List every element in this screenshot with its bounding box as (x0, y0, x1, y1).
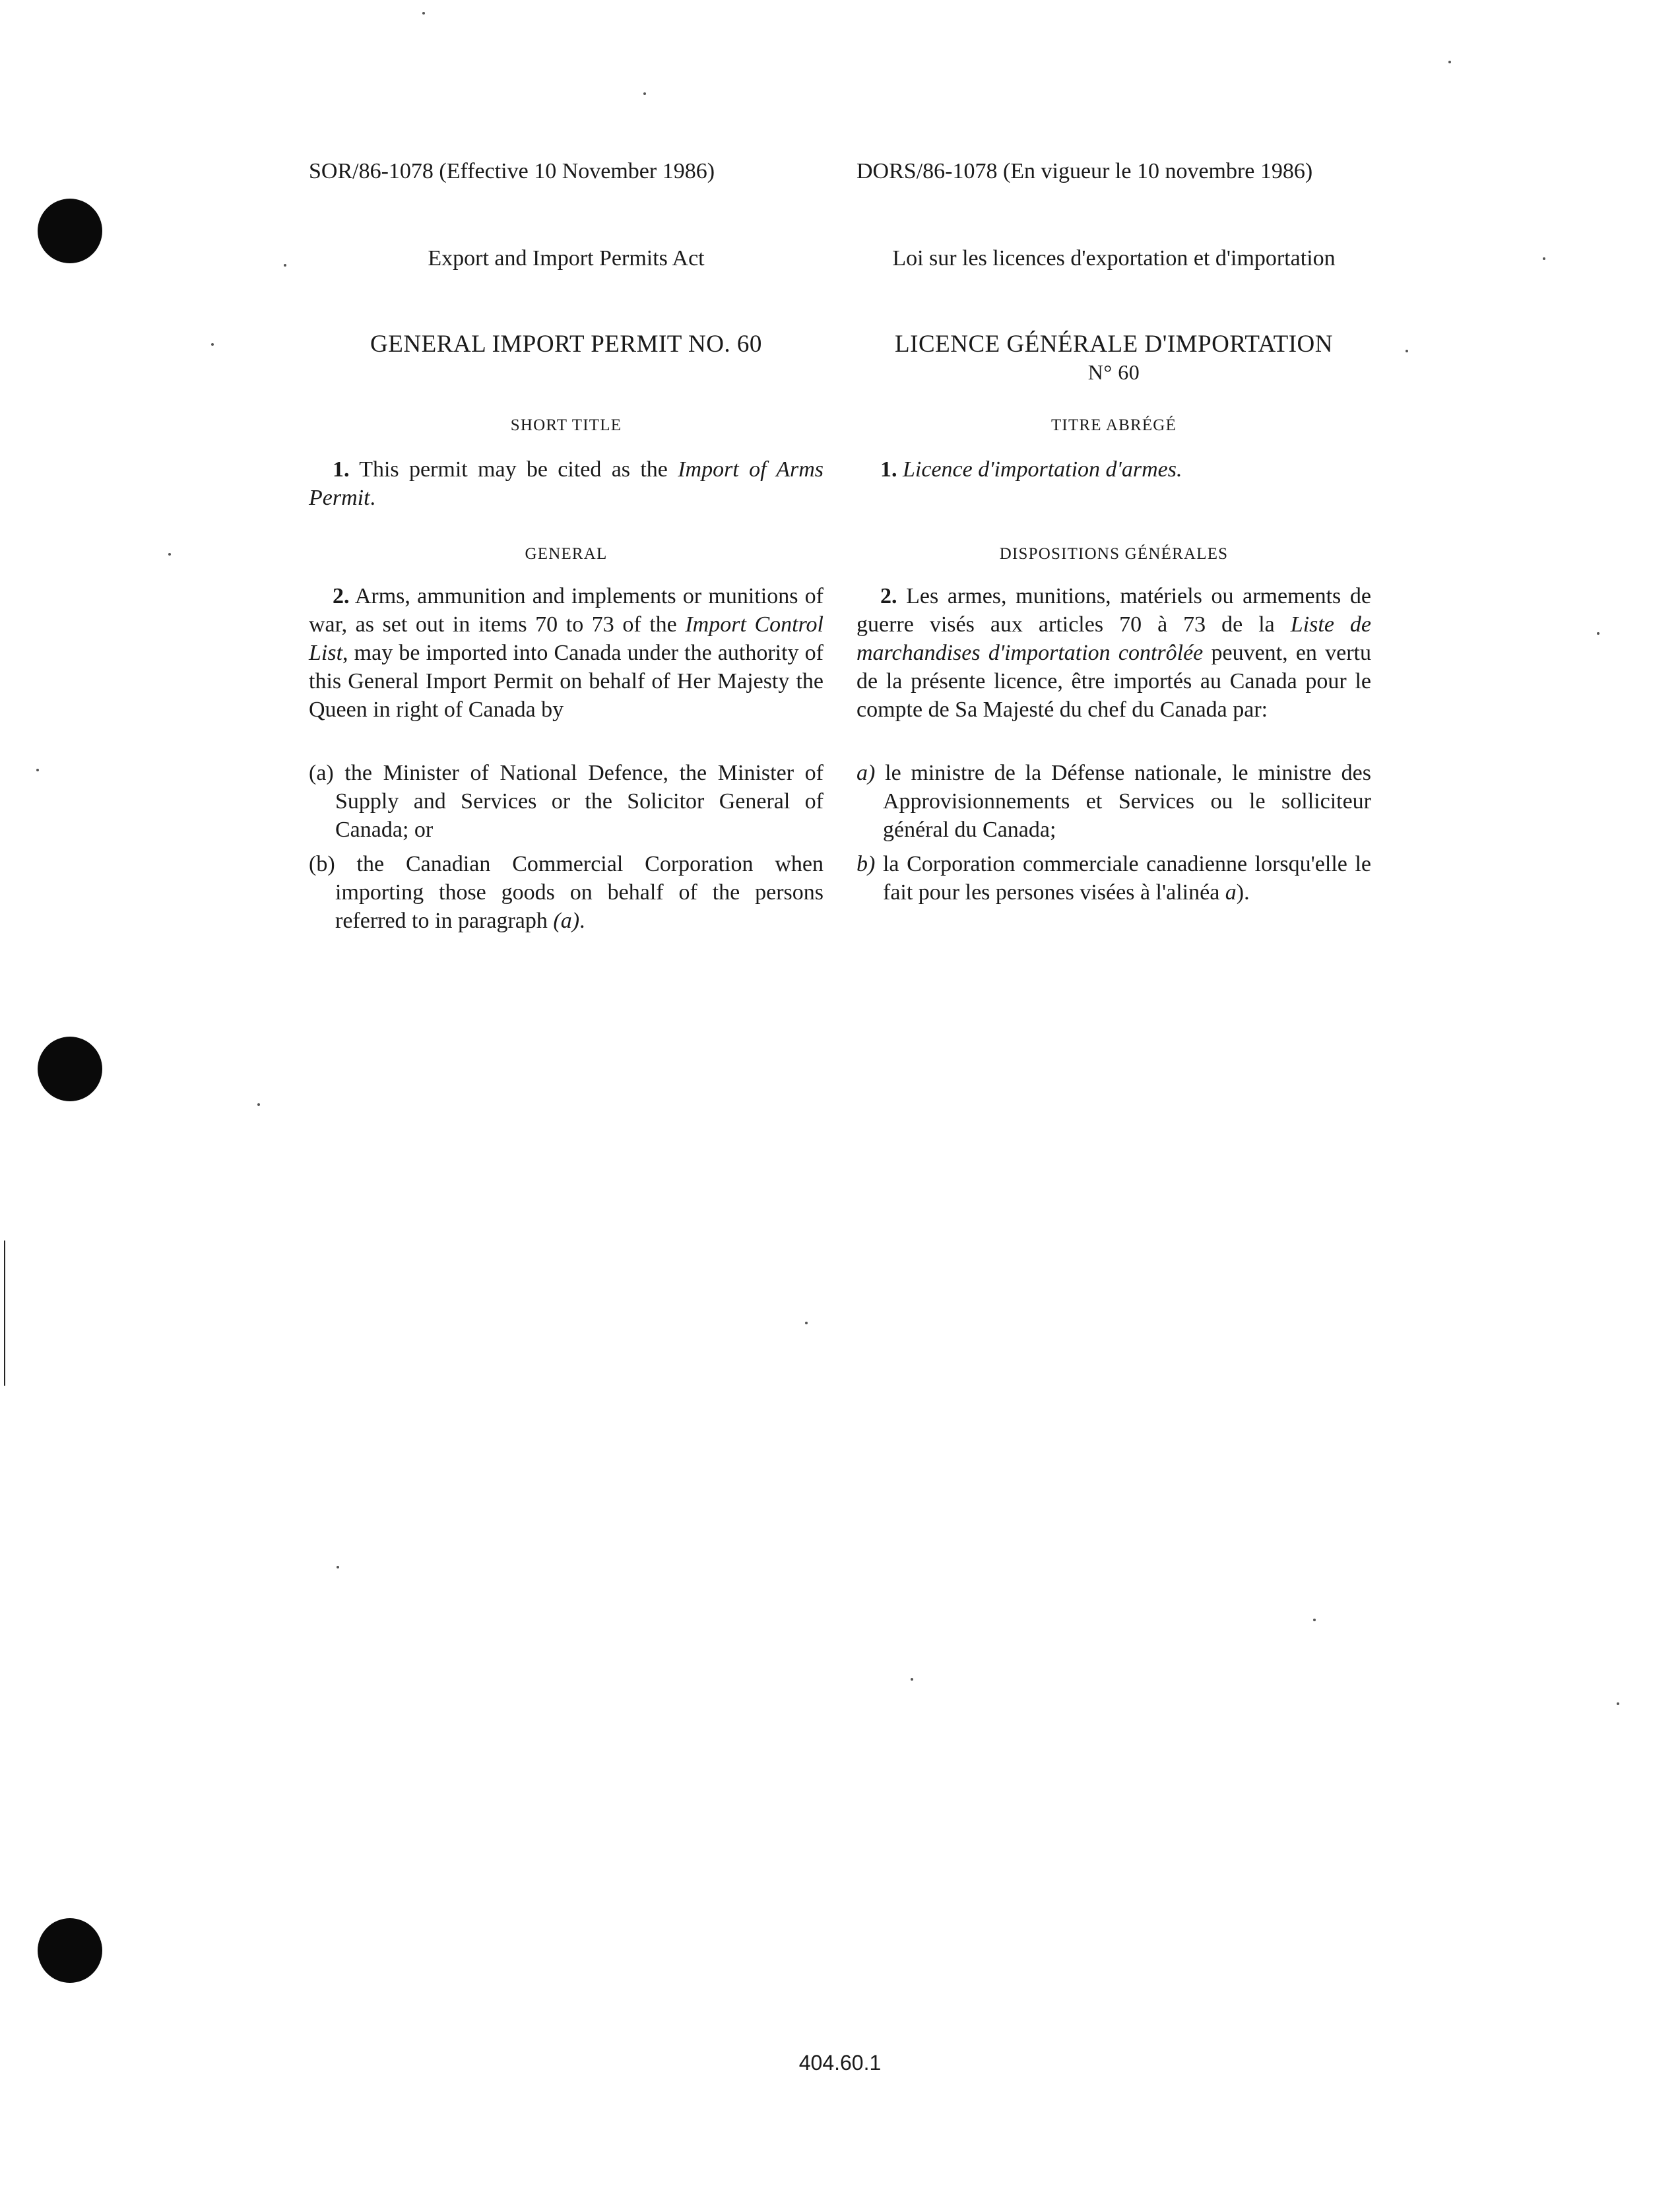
french-act-name: Loi sur les licences d'exportation et d'importation (892, 246, 1336, 271)
french-title-line-2: N° 60 (1087, 360, 1140, 384)
section-text: peuvent, en vertu de la présente licence, être importés au Canada pour le compte de Sa Majesté du chef du Canada par: (856, 641, 1372, 722)
english-section-2 (309, 582, 824, 724)
scan-speck (337, 1566, 339, 1568)
paragraph-reference: a (1225, 880, 1237, 905)
english-citation: SOR/86-1078 (Effective 10 November 1986) (309, 159, 715, 183)
english-paragraph-b (309, 850, 824, 935)
french-section-2 (856, 582, 1371, 724)
french-short-title-heading: TITRE ABRÉGÉ (1050, 416, 1177, 434)
section-number: 2. (333, 584, 350, 608)
punctuation: . (370, 486, 376, 510)
punctuation: . (579, 909, 585, 933)
scan-speck (911, 1678, 913, 1681)
section-text: This permit may be cited as the (359, 457, 668, 482)
paragraph-label: a) (856, 761, 876, 785)
french-general-heading: DISPOSITIONS GÉNÉRALES (999, 545, 1229, 563)
scan-edge-mark (4, 1241, 5, 1386)
scan-speck (257, 1103, 260, 1106)
scan-speck (1405, 350, 1408, 352)
paragraph-text: the Canadian Commercial Corporation when importing those goods on behalf of the persons referred to in paragraph (335, 852, 824, 933)
scan-speck (211, 343, 214, 346)
page-number: 404.60.1 (798, 2051, 882, 2075)
english-permit-title: GENERAL IMPORT PERMIT NO. 60 (370, 331, 762, 358)
punch-hole-middle (38, 1037, 102, 1101)
scan-speck (1543, 257, 1545, 260)
list-name-italic: Import Control List (309, 612, 824, 665)
paragraph-label: (b) (309, 852, 335, 876)
english-general-heading: GENERAL (525, 545, 608, 563)
french-citation: DORS/86-1078 (En vigueur le 10 novembre 1986) (856, 159, 1313, 183)
scan-speck (284, 264, 286, 267)
paragraph-text: the Minister of National Defence, the Minister of Supply and Services or the Solicitor General of Canada; or (335, 761, 824, 842)
punch-hole-bottom (38, 1918, 102, 1983)
list-name-italic: Liste de marchandises d'importation contrôlée (856, 612, 1371, 665)
scan-speck (36, 769, 39, 771)
short-title-italic: Licence d'importation d'armes. (903, 457, 1182, 482)
section-number: 2. (880, 584, 897, 608)
paragraph-text: la Corporation commerciale canadienne lorsqu'elle le fait pour les persones visées à l'alinéa (882, 852, 1372, 905)
scan-speck (1617, 1702, 1619, 1705)
french-section-1 (856, 455, 1371, 484)
paragraph-label: b) (856, 852, 876, 876)
scan-speck (805, 1322, 808, 1324)
section-text: , may be imported into Canada under the authority of this General Import Permit on behalf of Her Majesty the Queen in right of Canada by (309, 641, 824, 722)
section-number: 1. (333, 457, 350, 482)
short-title-italic: Import of Arms Permit (309, 457, 824, 510)
english-paragraph-a (309, 759, 824, 844)
english-section-1 (309, 455, 824, 512)
scan-speck (1448, 61, 1451, 63)
paragraph-reference: (a) (553, 909, 580, 933)
scan-speck (643, 92, 646, 95)
scan-speck (1597, 632, 1599, 635)
english-short-title-heading: SHORT TITLE (510, 416, 622, 434)
scan-speck (422, 12, 425, 15)
paragraph-label: (a) (309, 761, 334, 785)
punctuation: ). (1236, 880, 1250, 905)
paragraph-text: le ministre de la Défense nationale, le ministre des Approvisionnements et Services ou le solliciteur général du Canada; (883, 761, 1372, 842)
english-act-name: Export and Import Permits Act (428, 246, 705, 271)
section-number: 1. (880, 457, 897, 482)
section-text: Arms, ammunition and implements or munitions of war, as set out in items 70 to 73 of the (309, 584, 824, 637)
scan-speck (168, 553, 171, 556)
scan-speck (1313, 1619, 1316, 1621)
french-paragraph-a (856, 759, 1371, 844)
punch-hole-top (38, 199, 102, 263)
french-permit-title (856, 330, 1371, 385)
french-title-line-1: LICENCE GÉNÉRALE D'IMPORTATION (895, 331, 1333, 358)
section-text: Les armes, munitions, matériels ou armements de guerre visés aux articles 70 à 73 de la (856, 584, 1372, 637)
french-paragraph-b (856, 850, 1371, 907)
